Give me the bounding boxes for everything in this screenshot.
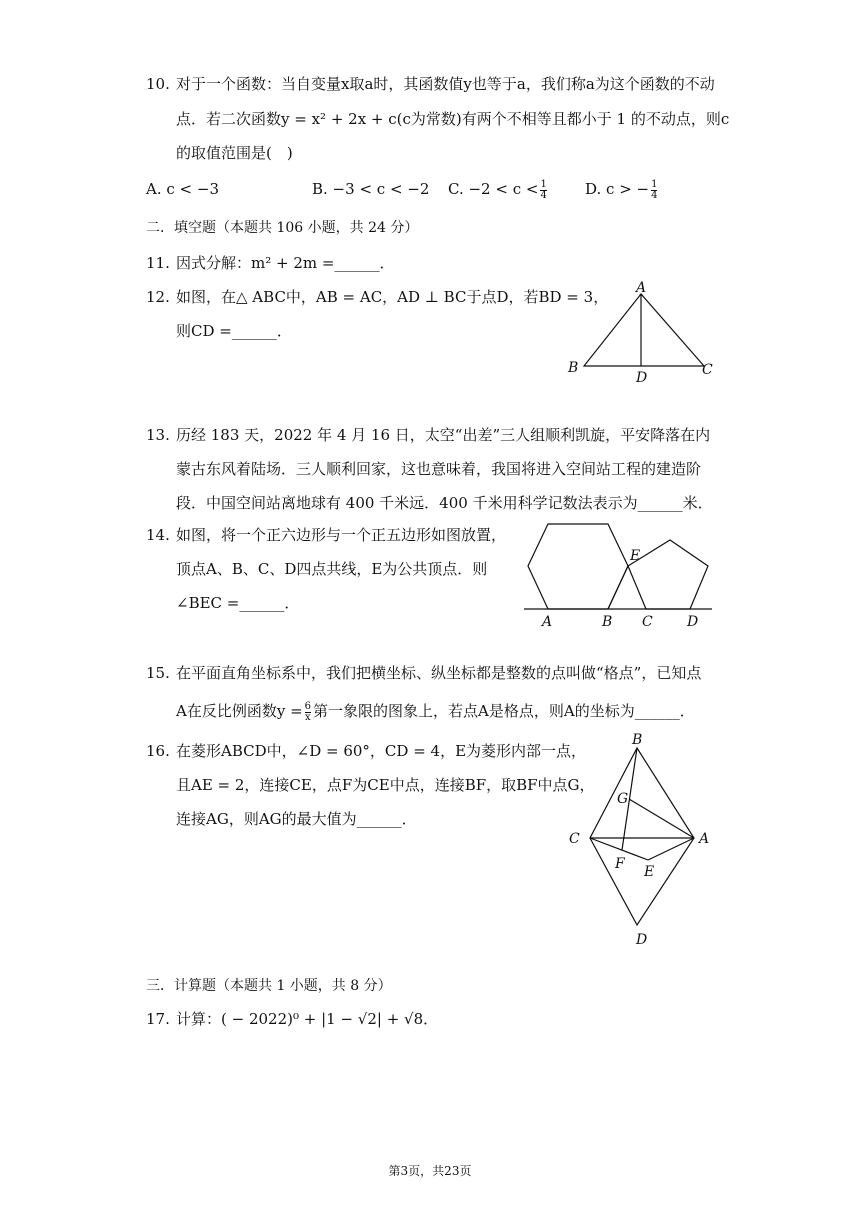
q13-line3: 段．中国空间站离地球有 400 千米远．400 千米用科学记数法表示为______米．	[176, 494, 713, 512]
q12-label-a: A	[636, 280, 647, 296]
q16-number: 16.	[146, 742, 170, 760]
q16-line1: 在菱形ABCD中，∠D = 60°，CD = 4，E为菱形内部一点，	[176, 742, 587, 760]
q13-line1: 历经 183 天，2022 年 4 月 16 日，太空“出差”三人组顺利凯旋，平安降落在内	[176, 426, 711, 444]
q16-line3: 连接AG，则AG的最大值为______．	[176, 810, 417, 828]
q12-label-c: C	[702, 362, 713, 378]
q10-option-c: C. −2 < c < $\frac{1}{4}$	[448, 178, 547, 201]
q10-line1: 对于一个函数：当自变量x取a时，其函数值y也等于a，我们称a为这个函数的不动	[176, 75, 715, 93]
q14-label-d: D	[687, 614, 699, 630]
q16-label-a: A	[699, 831, 710, 847]
q15-number: 15.	[146, 664, 170, 682]
q10-option-a: A. c < −3	[146, 180, 219, 198]
q12-line2: 则CD =______．	[176, 322, 292, 340]
q16-label-e: E	[644, 864, 655, 880]
q14-label-e: E	[630, 548, 641, 564]
q10-option-b: B. −3 < c < −2	[312, 180, 430, 198]
q14-line3: ∠BEC =______．	[176, 594, 300, 612]
q16-label-d: D	[636, 932, 648, 948]
q12-label-b: B	[568, 360, 579, 376]
q10-line3: 的取值范围是( )	[176, 144, 293, 162]
q10-line2: 点．若二次函数y = x² + 2x + c(c为常数)有两个不相等且都小于 1 的不动点，则c	[176, 110, 730, 128]
q12-triangle-figure	[560, 278, 720, 388]
q16-label-b: B	[632, 732, 643, 748]
q12-number: 12.	[146, 288, 170, 306]
q12-line1: 如图，在△ ABC中，AB = AC，AD ⊥ BC于点D，若BD = 3，	[176, 288, 609, 306]
q11-number: 11.	[146, 254, 170, 272]
q13-line2: 蒙古东风着陆场．三人顺利回家，这也意味着，我国将进入空间站工程的建造阶	[176, 460, 702, 478]
q16-label-f: F	[615, 856, 625, 872]
q10-option-d: D. c > − $\frac{1}{4}$	[585, 178, 658, 201]
q10-number: 10.	[146, 75, 170, 93]
q16-label-c: C	[569, 831, 580, 847]
section-fill-in-blank: 二．填空题（本题共 106 小题，共 24 分）	[146, 220, 419, 236]
q11-text: 因式分解：m² + 2m =______．	[176, 254, 395, 272]
q14-line2: 顶点A、B、C、D四点共线，E为公共顶点．则	[176, 560, 488, 578]
q17-text: 计算：( − 2022)⁰ + |1 − √2| + √8．	[176, 1010, 439, 1028]
q12-label-d: D	[636, 370, 648, 386]
q14-label-a: A	[542, 614, 553, 630]
q16-rhombus-figure	[562, 728, 722, 952]
page-footer: 第3页，共23页	[388, 1164, 472, 1178]
q14-line1: 如图，将一个正六边形与一个正五边形如图放置，	[176, 526, 507, 544]
q14-label-b: B	[602, 614, 613, 630]
q15-line1: 在平面直角坐标系中，我们把横坐标、纵坐标都是整数的点叫做“格点”，已知点	[176, 664, 702, 682]
q13-number: 13.	[146, 426, 170, 444]
q14-number: 14.	[146, 526, 170, 544]
q17-number: 17.	[146, 1010, 170, 1028]
q14-label-c: C	[642, 614, 653, 630]
q14-hexagon-pentagon-figure	[520, 516, 716, 632]
q16-label-g: G	[617, 791, 629, 807]
q16-line2: 且AE = 2，连接CE，点F为CE中点，连接BF，取BF中点G，	[176, 776, 595, 794]
section-calculation: 三．计算题（本题共 1 小题，共 8 分）	[146, 978, 392, 994]
q15-line2: A在反比例函数y = $\frac{6}{x}$ 第一象限的图象上，若点A是格点，则A的坐标为______．	[176, 700, 695, 723]
